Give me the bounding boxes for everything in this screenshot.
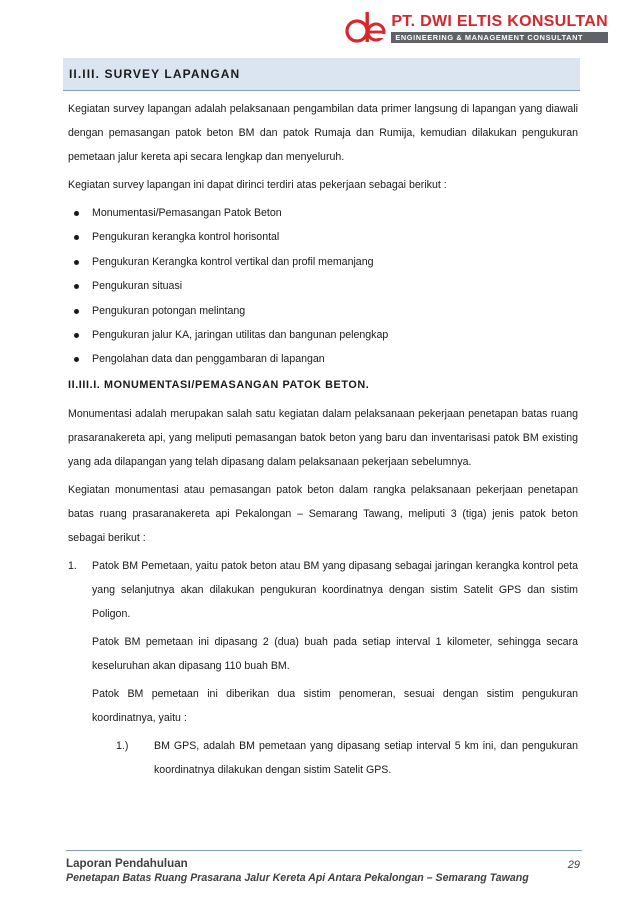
list-item: Pengukuran kerangka kontrol horisontal: [68, 225, 578, 249]
company-block: [391, 13, 608, 43]
numbered-item-label: 1.: [68, 559, 77, 572]
sub-item-paragraph: BM GPS, adalah BM pemetaan yang dipasang setiap interval 5 km ini, dan pengukuran koordinatnya dilakukan dengan sistim Satelit GPS.: [154, 739, 578, 776]
de-logo-icon: [343, 10, 387, 46]
paragraph-monumentasi: Monumentasi adalah merupakan salah satu kegiatan dalam pelaksanaan pekerjaan penetapan batas ruang prasaranakereta api, yang meliputi pemasangan batok beton yang baru dan inventarisasi patok BM existing yang ada dilapangan yang telah dipasang dalam pelaksanaan pekerjaan sebelumnya.: [68, 407, 578, 468]
numbered-item-body: [92, 554, 578, 734]
subsection-heading: II.III.I. MONUMENTASI/PEMASANGAN PATOK BETON.: [68, 378, 370, 391]
activity-list: [68, 201, 578, 372]
section-title: II.III. SURVEY LAPANGAN: [69, 67, 241, 81]
item-paragraph: Patok BM pemetaan ini dipasang 2 (dua) buah pada setiap interval 1 kilometer, sehingga secara keseluruhan akan dipasang 110 buah BM.: [92, 635, 578, 672]
list-item: Pengukuran potongan melintang: [68, 299, 578, 323]
numbered-item: [68, 554, 578, 734]
company-name: PT. DWI ELTIS KONSULTAN: [391, 13, 608, 30]
company-tagline: ENGINEERING & MANAGEMENT CONSULTANT: [391, 32, 608, 43]
sub-item-body: [154, 734, 578, 786]
paragraph-activities: Kegiatan survey lapangan ini dapat dirinci terdiri atas pekerjaan sebagai berikut :: [68, 179, 447, 191]
footer-title: Laporan Pendahuluan: [66, 857, 188, 870]
list-item: Pengolahan data dan penggambaran di lapangan: [68, 347, 578, 371]
item-paragraph: Patok BM Pemetaan, yaitu patok beton atau BM yang dipasang sebagai jaringan kerangka kontrol peta yang selanjutnya akan dilakukan pengukuran koordinatnya dengan sistim Satelit GPS dan sistim Poligon.: [92, 559, 578, 620]
list-item: Pengukuran jalur KA, jaringan utilitas dan bangunan pelengkap: [68, 323, 578, 347]
section-title-bar: [63, 58, 580, 91]
footer-subtitle: Penetapan Batas Ruang Prasarana Jalur Kereta Api Antara Pekalongan – Semarang Tawang: [66, 872, 529, 884]
sub-item: [116, 734, 578, 786]
document-body: [68, 97, 578, 786]
page-header: [343, 10, 608, 46]
sub-item-label: 1.): [116, 739, 129, 752]
list-item: Monumentasi/Pemasangan Patok Beton: [68, 201, 578, 225]
paragraph-kegiatan: Kegiatan monumentasi atau pemasangan patok beton dalam rangka pelaksanaan pekerjaan penetapan batas ruang prasaranakereta api Pekalongan – Semarang Tawang, meliputi 3 (tiga) jenis patok beton sebagai berikut :: [68, 483, 578, 544]
paragraph-intro: Kegiatan survey lapangan adalah pelaksanaan pengambilan data primer langsung di lapangan yang diawali dengan pemasangan patok beton BM dan patok Rumaja dan Rumija, kemudian dilakukan pengukuran pemetaan jalur kereta api secara lengkap dan menyeluruh.: [68, 103, 578, 163]
page-number: 29: [567, 859, 580, 871]
list-item: Pengukuran situasi: [68, 274, 578, 298]
list-item: Pengukuran Kerangka kontrol vertikal dan profil memanjang: [68, 250, 578, 274]
item-paragraph: Patok BM pemetaan ini diberikan dua sistim penomeran, sesuai dengan sistim pengukuran koordinatnya, yaitu :: [92, 687, 578, 724]
page-footer: [66, 850, 582, 885]
